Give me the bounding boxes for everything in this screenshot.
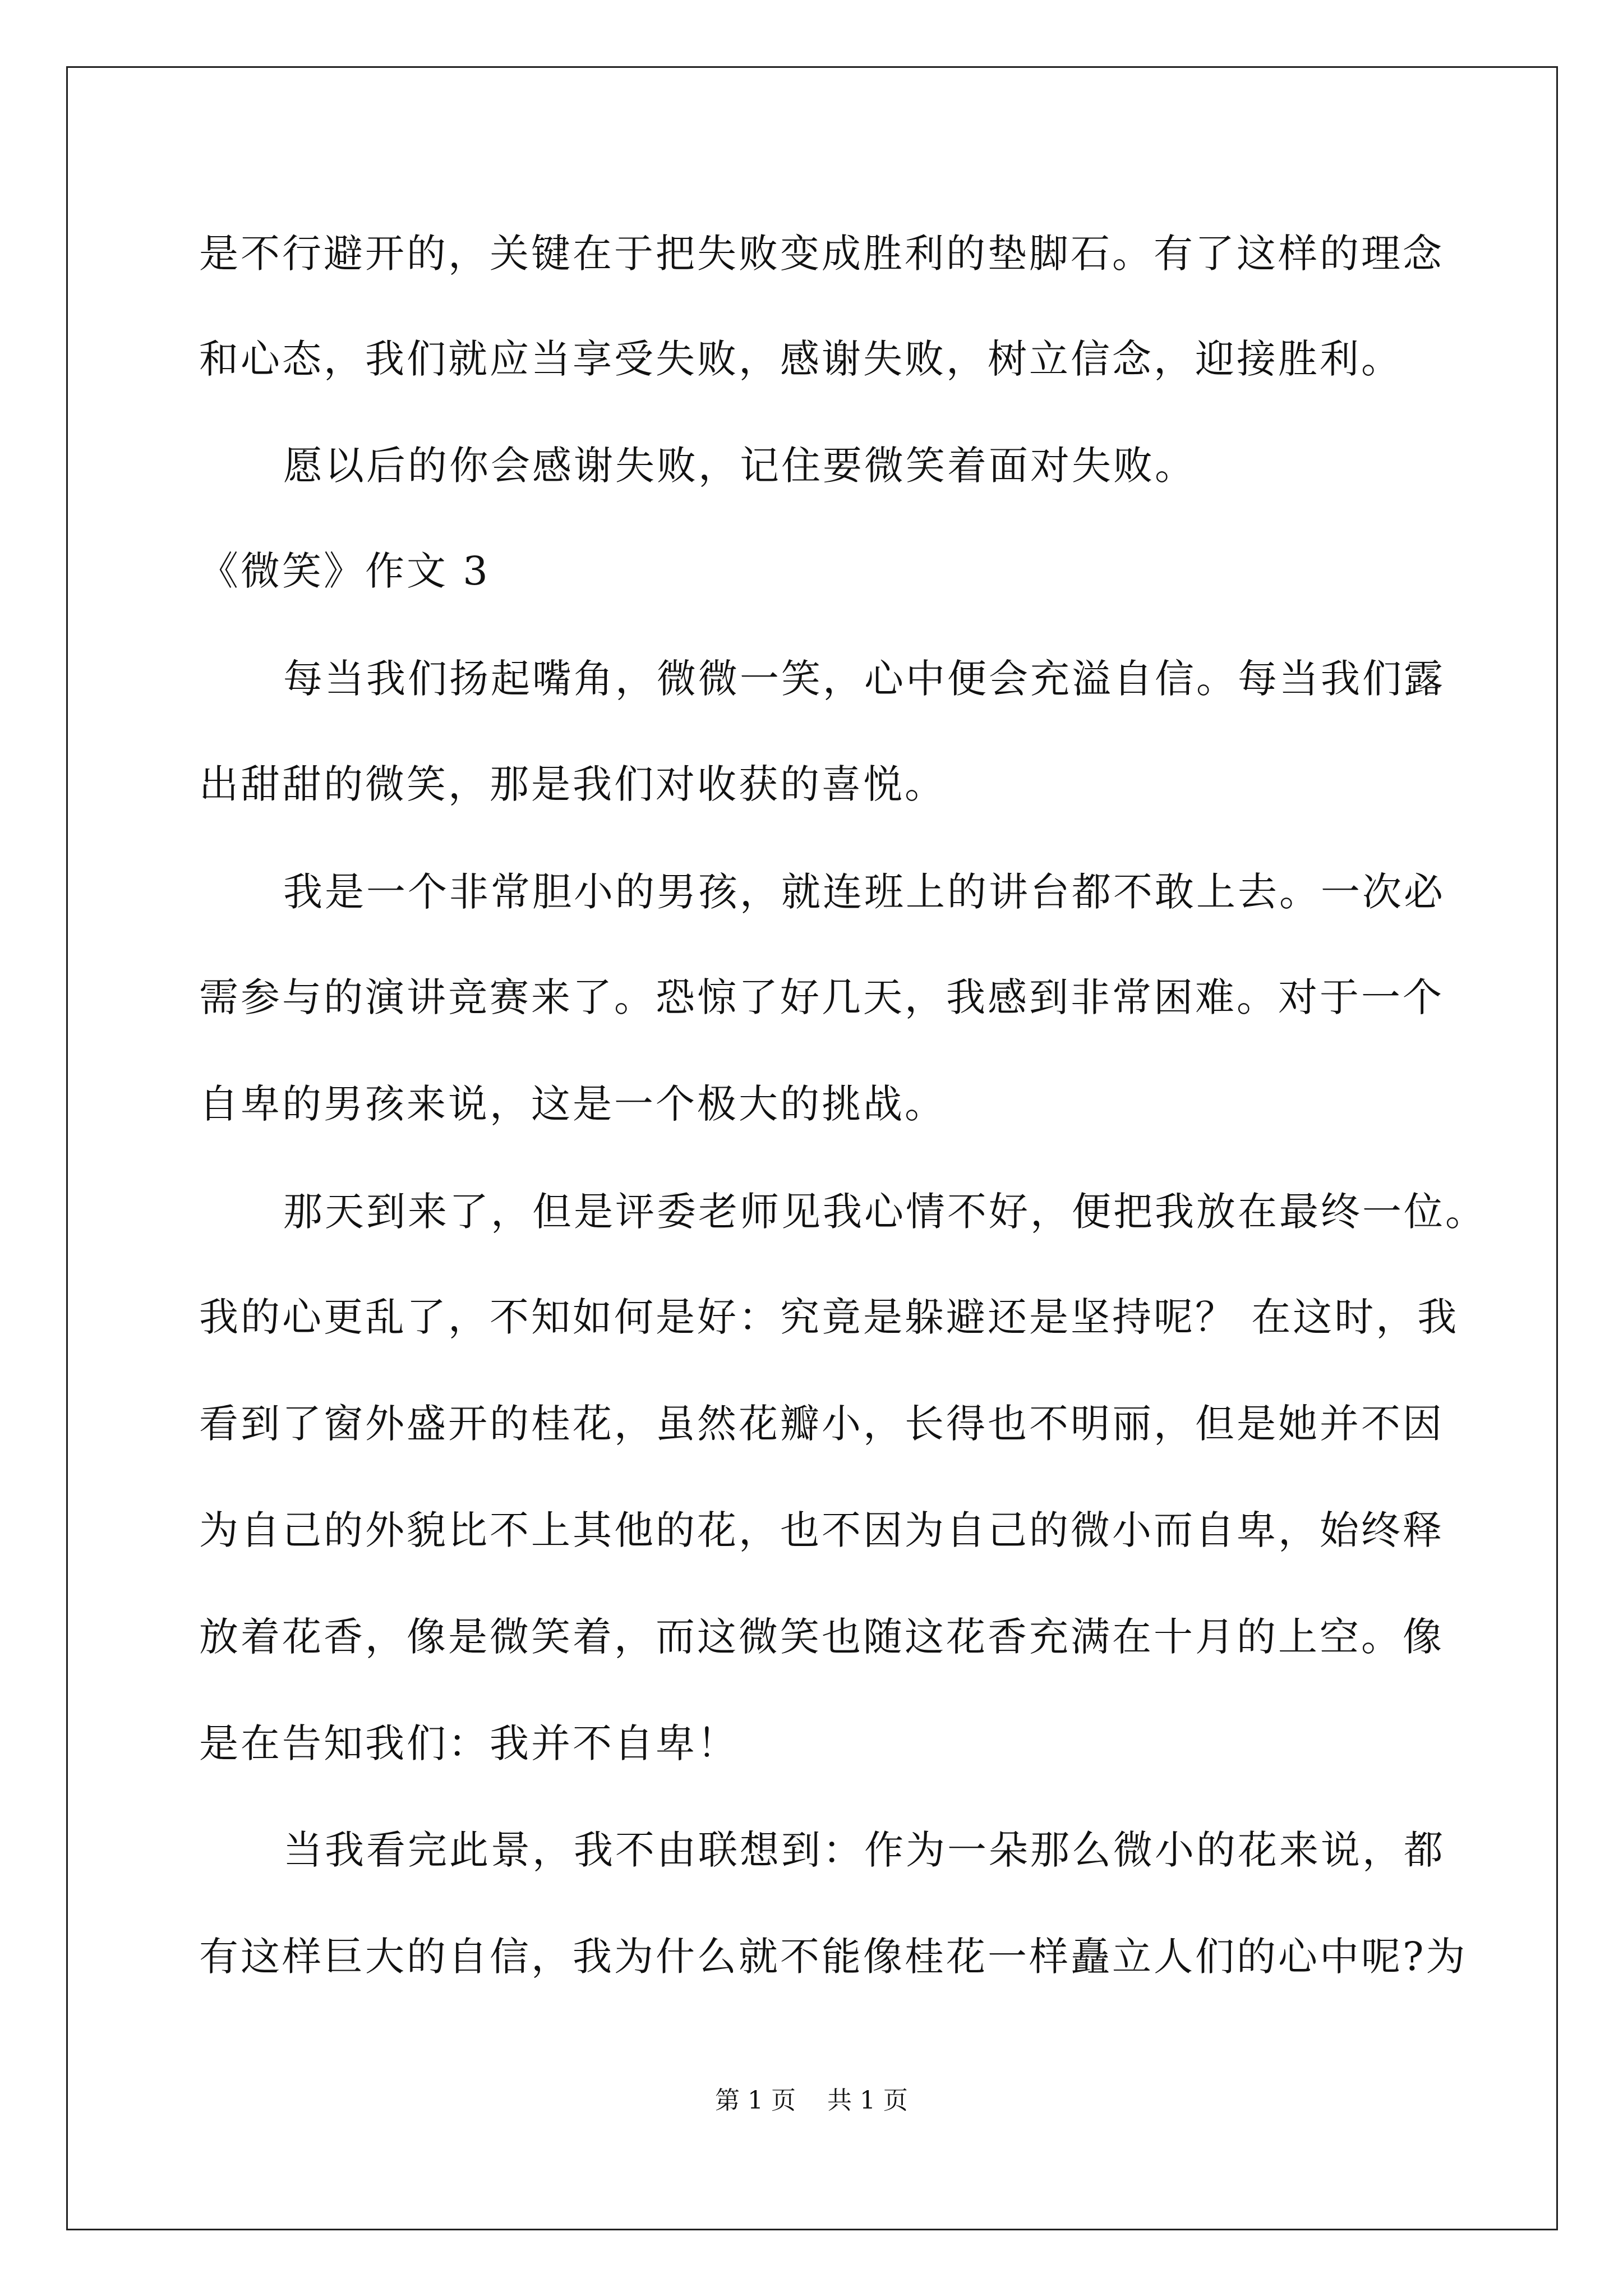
- page-footer: 第 1 页 共 1 页: [715, 2086, 908, 2115]
- text-line: 为自己的外貌比不上其他的花，也不因为自己的微小而自卑，始终释: [199, 1507, 1444, 1553]
- text-line: 需参与的演讲竞赛来了。恐惊了好几天，我感到非常困难。对于一个: [199, 974, 1444, 1020]
- section-heading: 《微笑》作文 3: [199, 548, 490, 594]
- page-border: [66, 66, 1558, 2230]
- text-line: 放着花香，像是微笑着，而这微笑也随这花香充满在十月的上空。像: [199, 1614, 1444, 1660]
- text-line: 愿以后的你会感谢失败，记住要微笑着面对失败。: [283, 443, 1196, 489]
- text-line: 出甜甜的微笑，那是我们对收获的喜悦。: [199, 761, 946, 807]
- text-line: 是不行避开的，关键在于把失败变成胜利的垫脚石。有了这样的理念: [199, 231, 1444, 277]
- text-line: 自卑的男孩来说，这是一个极大的挑战。: [199, 1081, 946, 1127]
- text-line: 和心态，我们就应当享受失败，感谢失败，树立信念，迎接胜利。: [199, 336, 1403, 382]
- text-line: 每当我们扬起嘴角，微微一笑，心中便会充溢自信。每当我们露: [283, 656, 1445, 702]
- text-line: 有这样巨大的自信，我为什么就不能像桂花一样矗立人们的心中呢?为: [199, 1934, 1468, 1980]
- text-line: 我的心更乱了，不知如何是好：究竟是躲避还是坚持呢？ 在这时，我: [199, 1294, 1459, 1340]
- text-line: 当我看完此景，我不由联想到：作为一朵那么微小的花来说，都: [283, 1827, 1445, 1873]
- text-line: 是在告知我们：我并不自卑！: [199, 1720, 739, 1766]
- text-line: 看到了窗外盛开的桂花，虽然花瓣小，长得也不明丽，但是她并不因: [199, 1401, 1444, 1447]
- text-line: 那天到来了，但是评委老师见我心情不好，便把我放在最终一位。: [283, 1189, 1487, 1235]
- text-line: 我是一个非常胆小的男孩，就连班上的讲台都不敢上去。一次必: [283, 869, 1445, 915]
